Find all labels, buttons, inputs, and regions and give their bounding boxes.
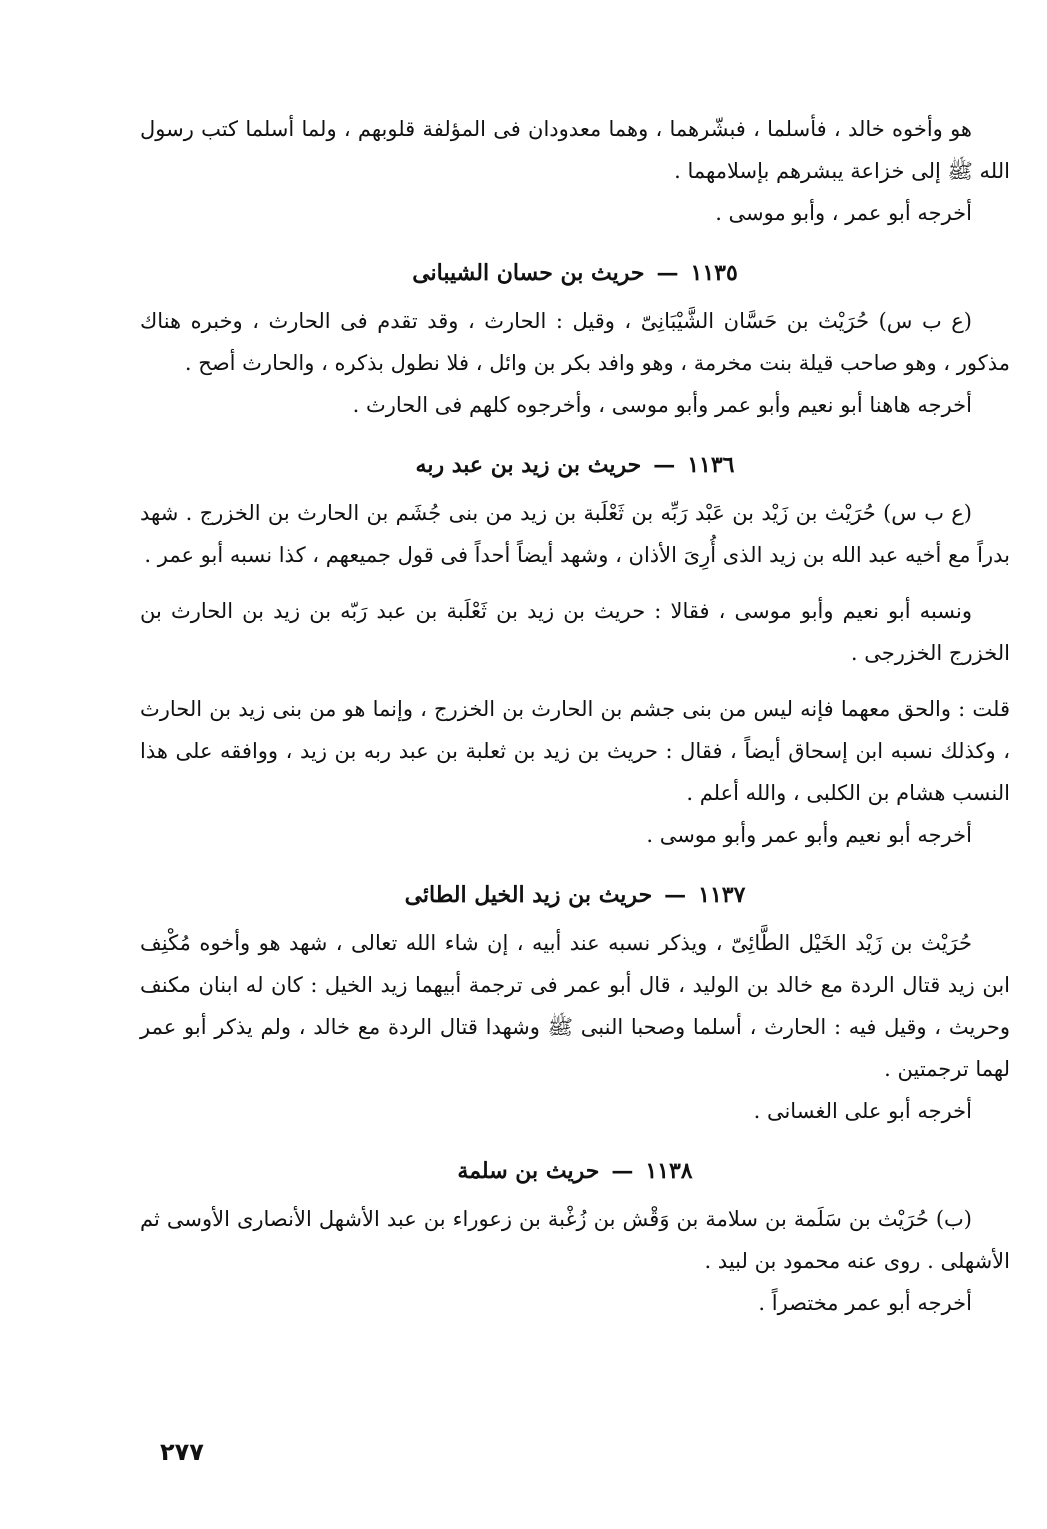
entry-source: أخرجه أبو عمر مختصراً . — [758, 1291, 972, 1315]
entry-name: حريث بن حسان الشيبانى — [412, 260, 645, 286]
entry-source: أخرجه هاهنا أبو نعيم وأبو عمر وأبو موسى ، وأخرجوه كلهم فى الحارث . — [352, 393, 972, 417]
entry-paragraph: (ع ب س) حُرَيْث بن زَيْد بن عَبْد رَبِّه بن ثَعْلَبة بن زيد من بنى جُشَم بن الحارث بن الخزرج . شهد بدراً مع أخيه عبد الله بن زيد الذى أُرِىَ الأذان ، وشهد أيضاً أحداً فى قول جميعهم ، كذا نسبه أبو عمر . — [140, 501, 1010, 567]
title-dash: — — [653, 452, 676, 478]
entry-number: ١١٣٧ — [698, 882, 746, 908]
title-dash: — — [611, 1158, 634, 1184]
entry-number: ١١٣٦ — [687, 452, 735, 478]
entry-paragraph: حُرَيْث بن زَيْد الخَيْل الطَّائِىّ ، ويذكر نسبه عند أبيه ، إن شاء الله تعالى ، شهد هو وأخوه مُكْنِف ابن زيد قتال الردة مع خالد بن الوليد ، قال أبو عمر فى ترجمة أبيهما زيد الخيل : كان له ابنان مكنف وحريث ، وقيل فيه : الحارث ، أسلما وصحبا النبى ﷺ وشهدا قتال الردة مع خالد ، ولم يذكر أبو عمر لهما ترجمتين . — [140, 931, 1010, 1081]
entry-title-1136 — [140, 444, 1010, 486]
entry-source: أخرجه أبو على الغسانى . — [753, 1099, 972, 1123]
entry-number: ١١٣٥ — [690, 260, 738, 286]
entry-source: أخرجه أبو نعيم وأبو عمر وأبو موسى . — [646, 823, 972, 847]
entry-name: حريث بن زيد الخيل الطائى — [404, 882, 653, 908]
entry-title-1138 — [140, 1150, 1010, 1192]
page-number: ٢٧٧ — [160, 1438, 204, 1466]
entry-paragraph: قلت : والحق معهما فإنه ليس من بنى جشم بن الحارث بن الخزرج ، وإنما هو من بنى زيد بن الحارث ، وكذلك نسبه ابن إسحاق أيضاً ، فقال : حريث بن زيد بن ثعلبة بن عبد ربه بن زيد ، ووافقه على هذا النسب هشام بن الكلبى ، والله أعلم . — [140, 697, 1010, 805]
title-dash: — — [664, 882, 687, 908]
title-dash: — — [656, 260, 679, 286]
intro-source: أخرجه أبو عمر ، وأبو موسى . — [715, 201, 972, 225]
entry-title-1137 — [140, 874, 1010, 916]
entry-paragraph: (ب) حُرَيْث بن سَلَمة بن سلامة بن وَقْش بن زُغْبة بن زعوراء بن عبد الأشهل الأنصارى الأوسى ثم الأشهلى . روى عنه محمود بن لبيد . — [140, 1207, 1010, 1273]
entry-paragraph: (ع ب س) حُرَيْث بن حَسَّان الشَّيْبَانِىّ ، وقيل : الحارث ، وقد تقدم فى الحارث ، وخبره هناك مذكور ، وهو صاحب قيلة بنت مخرمة ، وهو وافد بكر بن وائل ، فلا نطول بذكره ، والحارث أصح . — [140, 309, 1010, 375]
entry-paragraph: ونسبه أبو نعيم وأبو موسى ، فقالا : حريث بن زيد بن ثَعْلَبة بن عبد رَبّه بن زيد بن الحارث بن الخزرج الخزرجى . — [140, 599, 1010, 665]
intro-paragraph: هو وأخوه خالد ، فأسلما ، فبشّرهما ، وهما معدودان فى المؤلفة قلوبهم ، ولما أسلما كتب رسول الله ﷺ إلى خزاعة يبشرهم بإسلامهما . — [140, 117, 1010, 183]
entry-title-1135 — [140, 252, 1010, 294]
entry-number: ١١٣٨ — [645, 1158, 693, 1184]
entry-name: حريث بن زيد بن عبد ربه — [415, 452, 642, 478]
document-page — [140, 108, 1010, 1324]
entry-name: حريث بن سلمة — [457, 1158, 600, 1184]
